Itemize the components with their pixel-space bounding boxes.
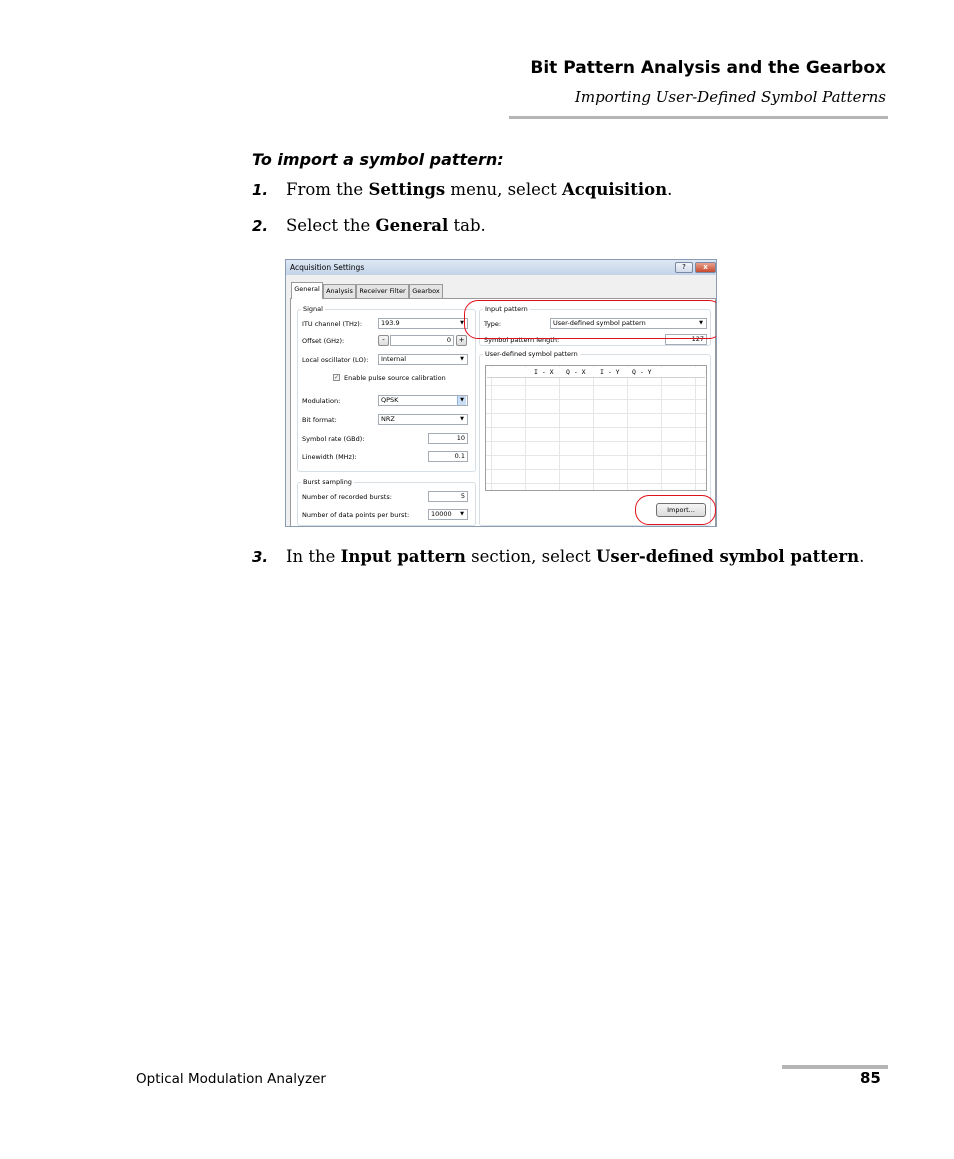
group-label: Signal [303,305,323,313]
step-text: In the [286,547,341,566]
tab-analysis[interactable]: Analysis [323,284,356,298]
chevron-down-icon: ▼ [460,511,464,517]
bit-format-label: Bit format: [302,416,337,424]
pattern-length-label: Symbol pattern length: [484,336,560,344]
step-text: . [667,180,673,199]
type-label: Type: [484,320,502,328]
symbol-rate-label: Symbol rate (GBd): [302,435,365,443]
step-text: tab. [448,216,486,235]
calibration-label: Enable pulse source calibration [344,374,446,382]
chevron-down-icon: ▼ [460,356,464,362]
import-button[interactable]: Import... [656,503,706,517]
step-3 [252,547,864,566]
itu-channel-label: ITU channel (THz): [302,320,363,328]
itu-channel-select[interactable] [378,318,468,329]
signal-group [297,305,476,472]
recorded-bursts-input[interactable]: 5 [428,491,468,502]
step-1 [252,180,672,199]
step-text: From the [286,180,369,199]
points-per-burst-label: Number of data points per burst: [302,511,410,519]
group-label: User-defined symbol pattern [485,350,578,358]
tab-gearbox[interactable]: Gearbox [409,284,443,298]
chevron-down-icon: ▼ [699,320,703,326]
group-label: Input pattern [485,305,528,313]
offset-input[interactable]: 0 [390,335,454,346]
step-number: 1. [252,181,269,199]
step-bold: Acquisition [561,180,668,199]
footer-product-name: Optical Modulation Analyzer [136,1071,326,1087]
select-value: Internal [381,355,407,363]
help-button[interactable]: ? [675,262,693,273]
local-oscillator-label: Local oscillator (LO): [302,356,369,364]
linewidth-label: Linewidth (MHz): [302,453,357,461]
bit-format-select[interactable] [378,414,468,425]
symbol-rate-input[interactable]: 10 [428,433,468,444]
step-text: . [859,547,865,566]
step-number: 3. [252,548,269,566]
procedure-heading: To import a symbol pattern: [252,150,504,169]
running-header-title: Bit Pattern Analysis and the Gearbox [530,58,886,78]
step-text: Select the [286,216,376,235]
symbol-pattern-table[interactable] [485,365,707,491]
modulation-label: Modulation: [302,397,341,405]
select-value: User-defined symbol pattern [553,319,646,327]
running-header-subtitle: Importing User-Defined Symbol Patterns [574,88,886,106]
step-bold: User-defined symbol pattern [596,547,860,566]
table-header [487,367,705,378]
select-value: 10000 [431,510,452,518]
column-header: I - Y [600,368,620,376]
column-header: Q - X [566,368,586,376]
dialog-titlebar [286,260,716,275]
column-header: I - X [534,368,554,376]
step-2 [252,216,486,235]
calibration-checkbox[interactable]: ✓ [334,374,340,381]
highlight-oval-input-pattern [464,300,717,339]
step-text: menu, select [445,180,562,199]
recorded-bursts-label: Number of recorded bursts: [302,493,392,501]
local-oscillator-select[interactable] [378,354,468,365]
tab-receiver-filter[interactable]: Receiver Filter [356,284,409,298]
offset-increment-button[interactable]: + [456,335,467,346]
step-text: section, select [465,547,597,566]
step-number: 2. [252,217,269,235]
acquisition-settings-dialog [285,259,717,527]
tab-general[interactable]: General [291,282,323,299]
offset-decrement-button[interactable]: - [378,335,389,346]
pattern-length-input[interactable]: 127 [665,334,707,345]
modulation-select[interactable] [378,395,468,406]
linewidth-input[interactable]: 0.1 [428,451,468,462]
close-button[interactable]: x [695,262,716,273]
column-header: Q - Y [632,368,652,376]
step-bold: Settings [368,180,446,199]
page-number: 85 [860,1069,881,1087]
burst-sampling-group [297,478,476,526]
header-rule [509,116,888,119]
highlight-oval-import [635,495,716,525]
select-value: QPSK [381,396,399,404]
chevron-down-icon: ▼ [460,320,464,326]
points-per-burst-select[interactable] [428,509,468,520]
chevron-down-icon: ▼ [460,416,464,422]
step-bold: Input pattern [340,547,466,566]
offset-label: Offset (GHz): [302,337,345,345]
select-value: 193.9 [381,319,400,327]
group-label: Burst sampling [303,478,352,486]
step-bold: General [375,216,449,235]
dialog-title: Acquisition Settings [290,263,365,272]
select-value: NRZ [381,415,395,423]
chevron-down-icon: ▼ [457,396,466,405]
